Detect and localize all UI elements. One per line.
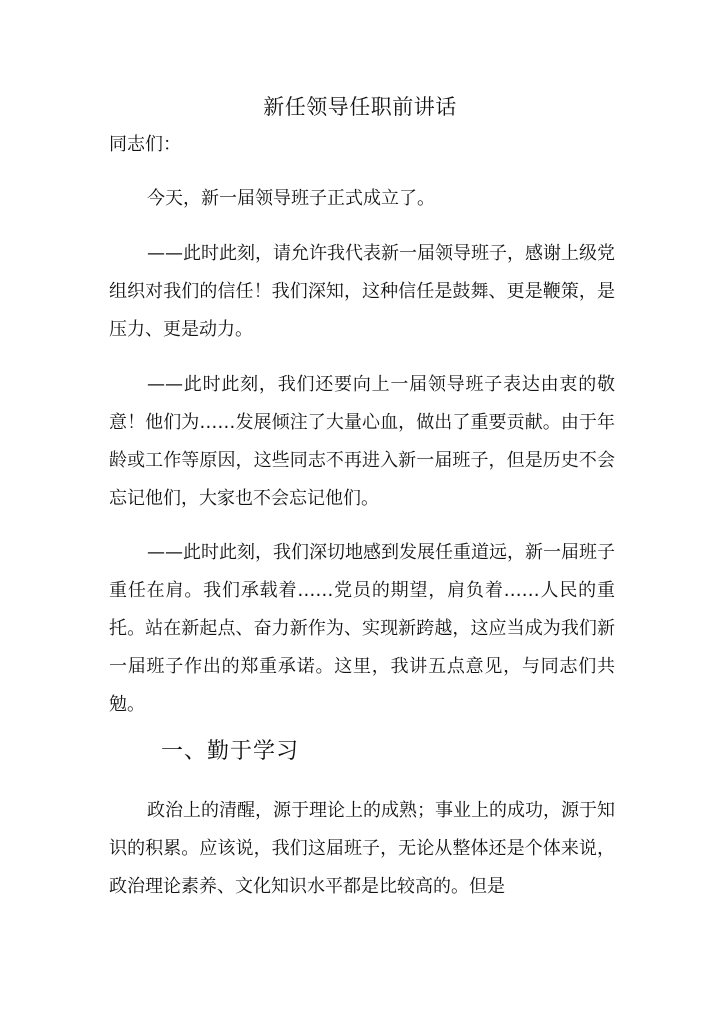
document-title: 新任领导任职前讲话: [263, 95, 457, 119]
paragraph-3: ——此时此刻，我们还要向上一届领导班子表达由衷的敬意！他们为……发展倾注了大量心血，做出了重要贡献。由于年龄或工作等原因，这些同志不再进入新一届班子，但是历史不会忘记他们，大家也不会忘记他们。: [109, 374, 615, 509]
paragraph-2: ——此时此刻，请允许我代表新一届领导班子，感谢上级党组织对我们的信任！我们深知，这种信任是鼓舞、更是鞭策，是压力、更是动力。: [109, 243, 615, 340]
section-heading: 一、勤于学习: [161, 739, 300, 764]
paragraph-4: ——此时此刻，我们深切地感到发展任重道远，新一届班子重任在肩。我们承载着……党员的期望，肩负着……人民的重托。站在新起点、奋力新作为、实现新跨越，这应当成为我们新一届班子作出的郑重承诺。这里，我讲五点意见，与同志们共勉。: [109, 542, 615, 715]
paragraph-1: 今天，新一届领导班子正式成立了。: [147, 188, 435, 209]
section-paragraph: 政治上的清醒，源于理论上的成熟；事业上的成功，源于知识的积累。应该说，我们这届班子，无论从整体还是个体来说，政治理论素养、文化知识水平都是比较高的。但是: [109, 800, 615, 897]
salutation: 同志们：: [109, 134, 181, 155]
